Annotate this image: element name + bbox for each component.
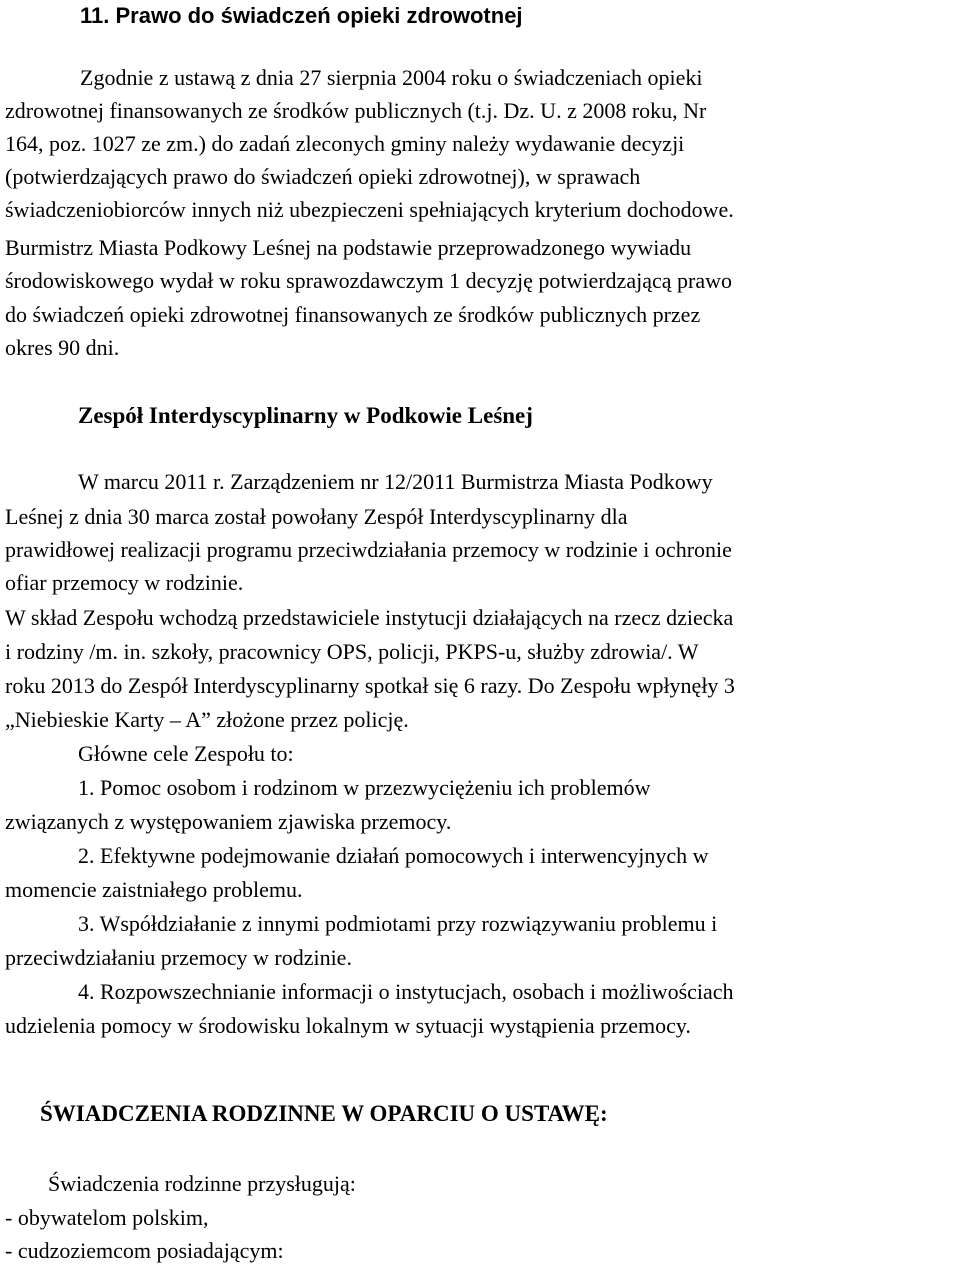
paragraph-line: W skład Zespołu wchodzą przedstawiciele instytucji działających na rzecz dziecka [5, 605, 734, 630]
paragraph-line: W marcu 2011 r. Zarządzeniem nr 12/2011 Burmistrza Miasta Podkowy [78, 469, 713, 494]
paragraph-line: środowiskowego wydał w roku sprawozdawczym 1 decyzję potwierdzającą prawo [5, 268, 732, 293]
paragraph-line: zdrowotnej finansowanych ze środków publicznych (t.j. Dz. U. z 2008 roku, Nr [5, 98, 707, 123]
paragraph-line: Zgodnie z ustawą z dnia 27 sierpnia 2004 roku o świadczeniach opieki [80, 65, 703, 90]
section-heading-11: 11. Prawo do świadczeń opieki zdrowotnej [80, 3, 523, 28]
list-item: - cudzoziemcom posiadającym: [5, 1238, 284, 1263]
list-item: - obywatelom polskim, [5, 1205, 209, 1230]
list-item-continuation: momencie zaistniałego problemu. [5, 877, 303, 902]
list-item: 2. Efektywne podejmowanie działań pomocowych i interwencyjnych w [78, 843, 709, 868]
list-item-continuation: przeciwdziałaniu przemocy w rodzinie. [5, 945, 352, 970]
list-item: 1. Pomoc osobom i rodzinom w przezwyciężeniu ich problemów [78, 775, 651, 800]
paragraph-line: Burmistrz Miasta Podkowy Leśnej na podstawie przeprowadzonego wywiadu [5, 235, 692, 260]
section-heading-swiadczenia: ŚWIADCZENIA RODZINNE W OPARCIU O USTAWĘ: [40, 1101, 608, 1126]
list-item-continuation: udzielenia pomocy w środowisku lokalnym w sytuacji wystąpienia przemocy. [5, 1013, 691, 1038]
list-item: 3. Współdziałanie z innymi podmiotami przy rozwiązywaniu problemu i [78, 911, 718, 936]
paragraph-line: Leśnej z dnia 30 marca został powołany Zespół Interdyscyplinarny dla [5, 504, 628, 529]
paragraph-line: Świadczenia rodzinne przysługują: [48, 1171, 356, 1196]
paragraph-line: i rodziny /m. in. szkoły, pracownicy OPS, policji, PKPS-u, służby zdrowia/. W [5, 639, 699, 664]
paragraph-line: roku 2013 do Zespół Interdyscyplinarny spotkał się 6 razy. Do Zespołu wpłynęły 3 [5, 673, 735, 698]
paragraph-line: „Niebieskie Karty – A” złożone przez policję. [5, 707, 409, 732]
paragraph-line: (potwierdzających prawo do świadczeń opieki zdrowotnej), w sprawach [5, 164, 641, 189]
list-item-continuation: związanych z występowaniem zjawiska przemocy. [5, 809, 452, 834]
paragraph-line: 164, poz. 1027 ze zm.) do zadań zleconych gminy należy wydawanie decyzji [5, 131, 685, 156]
section-heading-zespol: Zespół Interdyscyplinarny w Podkowie Leśnej [78, 403, 533, 428]
paragraph-line: prawidłowej realizacji programu przeciwdziałania przemocy w rodzinie i ochronie [5, 537, 732, 562]
paragraph-line: ofiar przemocy w rodzinie. [5, 570, 244, 595]
paragraph-line: do świadczeń opieki zdrowotnej finansowanych ze środków publicznych przez [5, 302, 701, 327]
paragraph-line: Główne cele Zespołu to: [78, 741, 294, 766]
paragraph-line: okres 90 dni. [5, 335, 120, 360]
paragraph-line: świadczeniobiorców innych niż ubezpieczeni spełniających kryterium dochodowe. [5, 197, 734, 222]
list-item: 4. Rozpowszechnianie informacji o instytucjach, osobach i możliwościach [78, 979, 734, 1004]
